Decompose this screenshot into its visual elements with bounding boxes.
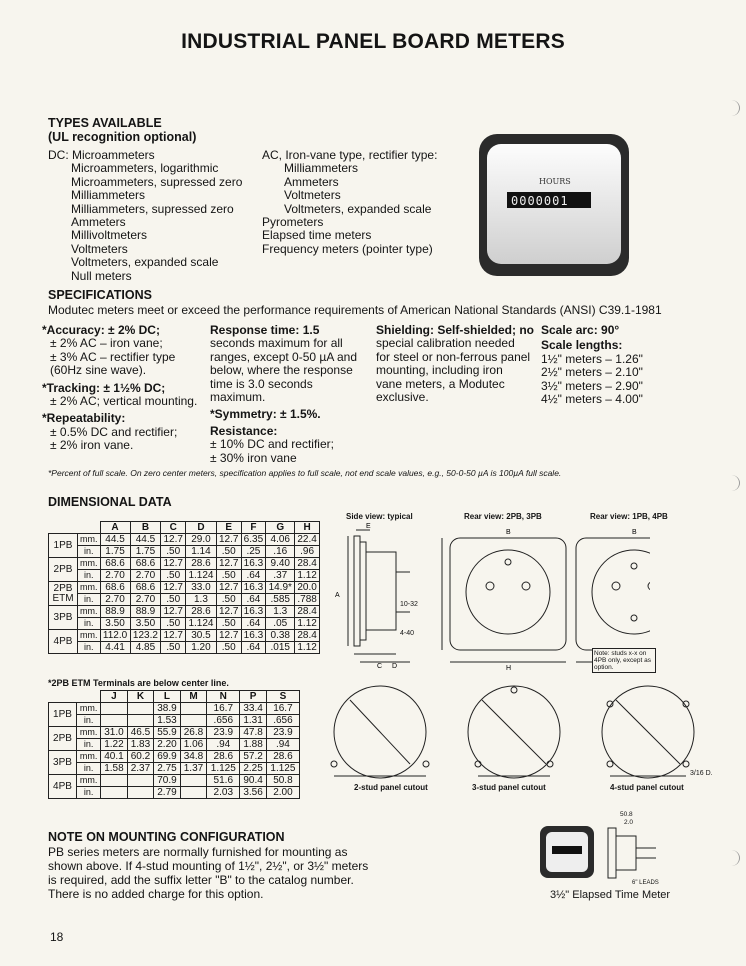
value-cell: 55.9	[154, 727, 181, 739]
spec-line: 2½" meters – 2.10"	[541, 365, 643, 380]
value-cell: 70.9	[154, 775, 181, 787]
value-cell: 30.5	[186, 630, 217, 642]
spec-line: mounting, including iron	[376, 363, 503, 378]
value-cell: 1.124	[186, 570, 217, 582]
value-cell: 28.4	[295, 630, 320, 642]
unit-cell: mm.	[78, 534, 101, 546]
value-cell: .50	[161, 546, 186, 558]
binder-hole-mark	[723, 100, 740, 116]
value-cell	[101, 715, 128, 727]
spec-line: ± 10% DC and rectifier;	[210, 437, 334, 452]
value-cell: .50	[216, 618, 241, 630]
cutout-label-2-stud: 2-stud panel cutout	[354, 783, 428, 792]
types-subheading: (UL recognition optional)	[48, 130, 197, 144]
value-cell: 1.83	[127, 739, 154, 751]
value-cell: .16	[266, 546, 295, 558]
dc-type-item: Voltmeters, expanded scale	[71, 255, 219, 270]
model-cell: 1PB	[49, 703, 77, 727]
value-cell	[180, 775, 207, 787]
value-cell: 2.75	[154, 763, 181, 775]
value-cell: .50	[161, 594, 186, 606]
value-cell: 1.125	[207, 763, 240, 775]
dc-type-item: Microammeters, supressed zero	[71, 174, 243, 189]
specs-col-response	[210, 324, 357, 465]
types-heading: TYPES AVAILABLE	[48, 116, 162, 130]
value-cell: .05	[266, 618, 295, 630]
value-cell: 4.85	[130, 642, 161, 654]
column-header: H	[295, 522, 320, 534]
mounting-line: shown above. If 4-stud mounting of 1½", 2½", or 3½" meters	[48, 859, 369, 873]
dc-types-list	[48, 149, 242, 283]
value-cell: 6.35	[241, 534, 266, 546]
value-cell: 12.7	[216, 630, 241, 642]
table-row	[49, 763, 300, 775]
rear-view-title-1: Rear view: 2PB, 3PB	[464, 512, 542, 521]
ac-type-item: AC, Iron-vane type, rectifier type:	[262, 148, 438, 162]
value-cell: 88.9	[130, 606, 161, 618]
value-cell: 12.7	[216, 582, 241, 594]
meter-digits: 0000001	[511, 194, 569, 208]
table-row	[49, 642, 320, 654]
value-cell: .50	[161, 618, 186, 630]
value-cell: 23.9	[266, 727, 299, 739]
unit-cell: mm.	[77, 775, 101, 787]
column-header: P	[240, 691, 267, 703]
unit-cell: in.	[77, 739, 101, 751]
value-cell	[127, 703, 154, 715]
value-cell: .50	[216, 642, 241, 654]
column-header: D	[186, 522, 217, 534]
svg-text:A: A	[335, 592, 340, 599]
spec-line: ranges, except 0-50 µA and	[210, 349, 358, 364]
specs-col-accuracy	[42, 324, 197, 453]
value-cell: 20.0	[295, 582, 320, 594]
value-cell: 12.7	[216, 534, 241, 546]
unit-cell: in.	[78, 594, 101, 606]
value-cell: 2.70	[130, 594, 161, 606]
value-cell: 40.1	[101, 751, 128, 763]
table-row	[49, 739, 300, 751]
table-row	[49, 606, 320, 618]
spec-line: maximum.	[210, 390, 266, 405]
spec-line: Scale arc: 90°	[541, 323, 620, 337]
value-cell: 68.6	[130, 558, 161, 570]
value-cell: 28.6	[186, 558, 217, 570]
specs-col-scale	[541, 324, 643, 406]
unit-cell: in.	[78, 570, 101, 582]
dc-type-item: Null meters	[71, 268, 132, 283]
meter-photo	[477, 132, 631, 278]
table-row	[49, 618, 320, 630]
value-cell: 46.5	[127, 727, 154, 739]
value-cell: .50	[216, 570, 241, 582]
etm-caption: 3½" Elapsed Time Meter	[550, 889, 671, 901]
value-cell: 1.53	[154, 715, 181, 727]
page-number: 18	[50, 930, 64, 944]
svg-text:C: C	[377, 663, 383, 670]
value-cell: .64	[241, 594, 266, 606]
value-cell: .50	[161, 642, 186, 654]
value-cell: 2.25	[240, 763, 267, 775]
ac-type-item: Milliammeters	[284, 161, 359, 176]
spec-line: *Accuracy: ± 2% DC;	[42, 323, 160, 337]
value-cell: .50	[216, 594, 241, 606]
column-header: M	[180, 691, 207, 703]
spec-line: Resistance:	[210, 423, 278, 438]
column-header: C	[161, 522, 186, 534]
value-cell: 33.0	[186, 582, 217, 594]
mounting-line: There is no added charge for this option.	[48, 887, 264, 901]
value-cell: 123.2	[130, 630, 161, 642]
value-cell: .94	[266, 739, 299, 751]
unit-cell: mm.	[77, 703, 101, 715]
value-cell: 2.79	[154, 787, 181, 799]
value-cell: 2.37	[127, 763, 154, 775]
value-cell: 50.8	[266, 775, 299, 787]
spec-line: ± 2% AC; vertical mounting.	[50, 394, 198, 409]
value-cell: 12.7	[161, 606, 186, 618]
unit-cell: in.	[77, 787, 101, 799]
value-cell: 12.7	[161, 558, 186, 570]
unit-cell: in.	[78, 546, 101, 558]
table-row	[49, 558, 320, 570]
value-cell	[180, 715, 207, 727]
spec-line: *Symmetry: ± 1.5%.	[210, 407, 321, 422]
value-cell: .585	[266, 594, 295, 606]
spec-line: (60Hz sine wave).	[50, 363, 147, 378]
value-cell: .656	[207, 715, 240, 727]
value-cell: 16.3	[241, 582, 266, 594]
column-header: S	[266, 691, 299, 703]
value-cell: 33.4	[240, 703, 267, 715]
spec-line: 4½" meters – 4.00"	[541, 392, 643, 407]
ac-types-list	[262, 149, 437, 256]
value-cell: 47.8	[240, 727, 267, 739]
spec-line: exclusive.	[376, 390, 429, 405]
table-row	[49, 727, 300, 739]
value-cell: .64	[241, 618, 266, 630]
unit-cell: in.	[78, 642, 101, 654]
value-cell: 12.7	[161, 534, 186, 546]
value-cell: 2.00	[266, 787, 299, 799]
value-cell: 12.7	[216, 558, 241, 570]
table-row	[49, 570, 320, 582]
value-cell: 16.3	[241, 630, 266, 642]
value-cell: 28.6	[207, 751, 240, 763]
panel-cutout-drawings	[310, 680, 720, 790]
value-cell	[127, 787, 154, 799]
mounting-heading: NOTE ON MOUNTING CONFIGURATION	[48, 830, 285, 844]
value-cell	[101, 787, 128, 799]
value-cell: 12.7	[216, 606, 241, 618]
unit-cell: mm.	[77, 751, 101, 763]
table-note: *2PB ETM Terminals are below center line.	[48, 678, 229, 688]
value-cell: 60.2	[127, 751, 154, 763]
spec-line: *Repeatability:	[42, 411, 126, 426]
value-cell: .25	[241, 546, 266, 558]
column-header: L	[154, 691, 181, 703]
value-cell: 22.4	[295, 534, 320, 546]
column-header: B	[130, 522, 161, 534]
value-cell: 28.4	[295, 606, 320, 618]
value-cell: 2.70	[100, 570, 130, 582]
value-cell: 2.70	[130, 570, 161, 582]
value-cell: 1.58	[101, 763, 128, 775]
model-cell: 4PB	[49, 630, 78, 654]
model-cell: 1PB	[49, 534, 78, 558]
value-cell: 23.9	[207, 727, 240, 739]
model-cell: 3PB	[49, 751, 77, 775]
value-cell: .94	[207, 739, 240, 751]
value-cell: 3.56	[240, 787, 267, 799]
value-cell: 57.2	[240, 751, 267, 763]
value-cell: 1.75	[100, 546, 130, 558]
dc-type-item: DC: Microammeters	[48, 148, 155, 162]
value-cell: 88.9	[100, 606, 130, 618]
unit-cell: mm.	[78, 630, 101, 642]
model-cell: 2PB	[49, 727, 77, 751]
value-cell: 16.3	[241, 606, 266, 618]
value-cell: 1.37	[180, 763, 207, 775]
value-cell: 1.14	[186, 546, 217, 558]
unit-cell: in.	[78, 618, 101, 630]
model-cell: 4PB	[49, 775, 77, 799]
value-cell: .96	[295, 546, 320, 558]
table-row	[49, 775, 300, 787]
value-cell: 1.22	[101, 739, 128, 751]
spec-line: ± 2% AC – iron vane;	[50, 336, 163, 351]
table-row	[49, 546, 320, 558]
value-cell: .015	[266, 642, 295, 654]
value-cell: 12.7	[161, 582, 186, 594]
value-cell: 68.6	[100, 582, 130, 594]
value-cell: 1.125	[266, 763, 299, 775]
ac-type-item: Pyrometers	[262, 215, 324, 230]
specs-heading: SPECIFICATIONS	[48, 288, 152, 302]
value-cell: .788	[295, 594, 320, 606]
spec-line: *Tracking: ± 1½% DC;	[42, 380, 166, 395]
value-cell	[127, 715, 154, 727]
value-cell: 4.06	[266, 534, 295, 546]
value-cell: .37	[266, 570, 295, 582]
table-row	[49, 594, 320, 606]
etm-leads-label: 6" LEADS	[632, 880, 659, 886]
spec-line: Shielding: Self-shielded; no	[376, 323, 535, 337]
mounting-line: is required, add the suffix letter "B" to the catalog number.	[48, 873, 354, 887]
meter-label: HOURS	[539, 177, 571, 186]
column-header: A	[100, 522, 130, 534]
binder-hole-mark	[723, 475, 740, 491]
value-cell: 3.50	[100, 618, 130, 630]
value-cell: .50	[216, 546, 241, 558]
value-cell: .64	[241, 570, 266, 582]
model-cell: 3PB	[49, 606, 78, 630]
spec-line: below, where the response	[210, 363, 353, 378]
dc-type-item: Milliammeters	[71, 188, 146, 203]
dc-type-item: Microammeters, logarithmic	[71, 161, 219, 176]
value-cell: 2.70	[100, 594, 130, 606]
studs-note: Note: studs x-x on 4PB only, except as option.	[592, 648, 656, 673]
spec-line: vane meters, a Modutec	[376, 376, 505, 391]
etm-dimension-mm: 50.8	[620, 811, 633, 818]
value-cell: 14.9*	[266, 582, 295, 594]
value-cell: 28.6	[186, 606, 217, 618]
table-row	[49, 703, 300, 715]
spec-line: ± 30% iron vane	[210, 450, 297, 465]
cutout-label-3-stud: 3-stud panel cutout	[472, 783, 546, 792]
table-row	[49, 715, 300, 727]
value-cell	[180, 787, 207, 799]
spec-line: Response time: 1.5	[210, 323, 320, 337]
thread-label-1: 10-32	[400, 601, 418, 608]
value-cell: 28.6	[266, 751, 299, 763]
unit-cell: mm.	[78, 582, 101, 594]
value-cell: 1.124	[186, 618, 217, 630]
etm-dimension-in: 2.0	[624, 819, 634, 826]
value-cell: .64	[241, 642, 266, 654]
thread-label-2: 4-40	[400, 630, 415, 637]
ac-type-item: Frequency meters (pointer type)	[262, 241, 433, 256]
ac-type-item: Elapsed time meters	[262, 228, 372, 243]
cutout-label-4-stud: 4-stud panel cutout	[610, 783, 684, 792]
value-cell: 16.7	[266, 703, 299, 715]
model-cell: 2PB	[49, 558, 78, 582]
value-cell: 28.4	[295, 558, 320, 570]
value-cell: 69.9	[154, 751, 181, 763]
dc-type-item: Voltmeters	[71, 241, 128, 256]
svg-text:D: D	[392, 663, 398, 670]
svg-text:H: H	[506, 665, 512, 672]
spec-line: 1½" meters – 1.26"	[541, 351, 643, 366]
value-cell: 12.7	[161, 630, 186, 642]
spec-line: special calibration needed	[376, 336, 515, 351]
ac-type-item: Voltmeters, expanded scale	[284, 201, 432, 216]
value-cell: 1.12	[295, 618, 320, 630]
specs-col-shielding	[376, 324, 534, 404]
column-header: G	[266, 522, 295, 534]
value-cell: 29.0	[186, 534, 217, 546]
value-cell: 68.6	[100, 558, 130, 570]
dc-type-item: Ammeters	[71, 215, 126, 230]
diameter-label: 3/16 D.	[690, 770, 713, 777]
value-cell: 1.88	[240, 739, 267, 751]
value-cell: .656	[266, 715, 299, 727]
mounting-text	[48, 845, 368, 901]
page-title: INDUSTRIAL PANEL BOARD METERS	[181, 30, 565, 53]
unit-cell: in.	[77, 715, 101, 727]
dimensions-table-2	[48, 690, 300, 799]
value-cell: 0.38	[266, 630, 295, 642]
specs-intro: Modutec meters meet or exceed the performance requirements of American National Standards (ANSI) C39.1-1981	[48, 303, 662, 317]
value-cell: 44.5	[100, 534, 130, 546]
value-cell: 16.3	[241, 558, 266, 570]
spec-line: ± 2% iron vane.	[50, 438, 134, 453]
value-cell: 68.6	[130, 582, 161, 594]
dimensions-table-1	[48, 521, 320, 654]
svg-text:B: B	[632, 529, 637, 536]
column-header: J	[101, 691, 128, 703]
value-cell: 44.5	[130, 534, 161, 546]
mounting-line: PB series meters are normally furnished for mounting as	[48, 845, 348, 859]
spec-line: 3½" meters – 2.90"	[541, 378, 643, 393]
value-cell: 1.06	[180, 739, 207, 751]
value-cell: 2.20	[154, 739, 181, 751]
table-row	[49, 582, 320, 594]
value-cell: 1.12	[295, 570, 320, 582]
unit-cell: mm.	[77, 727, 101, 739]
value-cell: 9.40	[266, 558, 295, 570]
rear-view-title-2: Rear view: 1PB, 4PB	[590, 512, 668, 521]
value-cell	[101, 703, 128, 715]
value-cell: 2.03	[207, 787, 240, 799]
value-cell: 1.20	[186, 642, 217, 654]
spec-line: ± 3% AC – rectifier type	[50, 349, 176, 364]
value-cell: 1.75	[130, 546, 161, 558]
value-cell	[180, 703, 207, 715]
column-header: N	[207, 691, 240, 703]
dc-type-item: Millivoltmeters	[71, 228, 148, 243]
ac-type-item: Voltmeters	[284, 188, 341, 203]
value-cell: 3.50	[130, 618, 161, 630]
dimensional-heading: DIMENSIONAL DATA	[48, 495, 172, 509]
value-cell: 26.8	[180, 727, 207, 739]
dc-type-item: Milliammeters, supressed zero	[71, 201, 234, 216]
column-header: K	[127, 691, 154, 703]
spec-line: seconds maximum for all	[210, 336, 343, 351]
value-cell: 4.41	[100, 642, 130, 654]
value-cell: 1.31	[240, 715, 267, 727]
value-cell: 90.4	[240, 775, 267, 787]
unit-cell: mm.	[78, 606, 101, 618]
spec-line: for steel or non-ferrous panel	[376, 349, 531, 364]
value-cell: 1.3	[186, 594, 217, 606]
side-view-title: Side view: typical	[346, 512, 413, 521]
model-cell: 2PB ETM	[49, 582, 78, 606]
value-cell	[101, 775, 128, 787]
value-cell: 1.12	[295, 642, 320, 654]
value-cell: 51.6	[207, 775, 240, 787]
specs-footnote: *Percent of full scale. On zero center meters, specification applies to full scale, not end scale values, e.g., 50-0-50 µA is 100µA full scale.	[48, 468, 562, 478]
value-cell: 16.7	[207, 703, 240, 715]
value-cell	[127, 775, 154, 787]
spec-line: ± 0.5% DC and rectifier;	[50, 424, 178, 439]
svg-text:B: B	[506, 529, 511, 536]
svg-text:E: E	[366, 523, 371, 530]
column-header: E	[216, 522, 241, 534]
table-row	[49, 787, 300, 799]
value-cell: 38.9	[154, 703, 181, 715]
spec-line: time is 3.0 seconds	[210, 376, 313, 391]
value-cell: 31.0	[101, 727, 128, 739]
spec-line: Scale lengths:	[541, 338, 623, 353]
ac-type-item: Ammeters	[284, 174, 339, 189]
value-cell: 1.3	[266, 606, 295, 618]
column-header: F	[241, 522, 266, 534]
value-cell: 34.8	[180, 751, 207, 763]
unit-cell: in.	[77, 763, 101, 775]
unit-cell: mm.	[78, 558, 101, 570]
value-cell: 112.0	[100, 630, 130, 642]
table-row	[49, 751, 300, 763]
table-row	[49, 534, 320, 546]
binder-hole-mark	[723, 850, 740, 866]
table-row	[49, 630, 320, 642]
value-cell: .50	[161, 570, 186, 582]
